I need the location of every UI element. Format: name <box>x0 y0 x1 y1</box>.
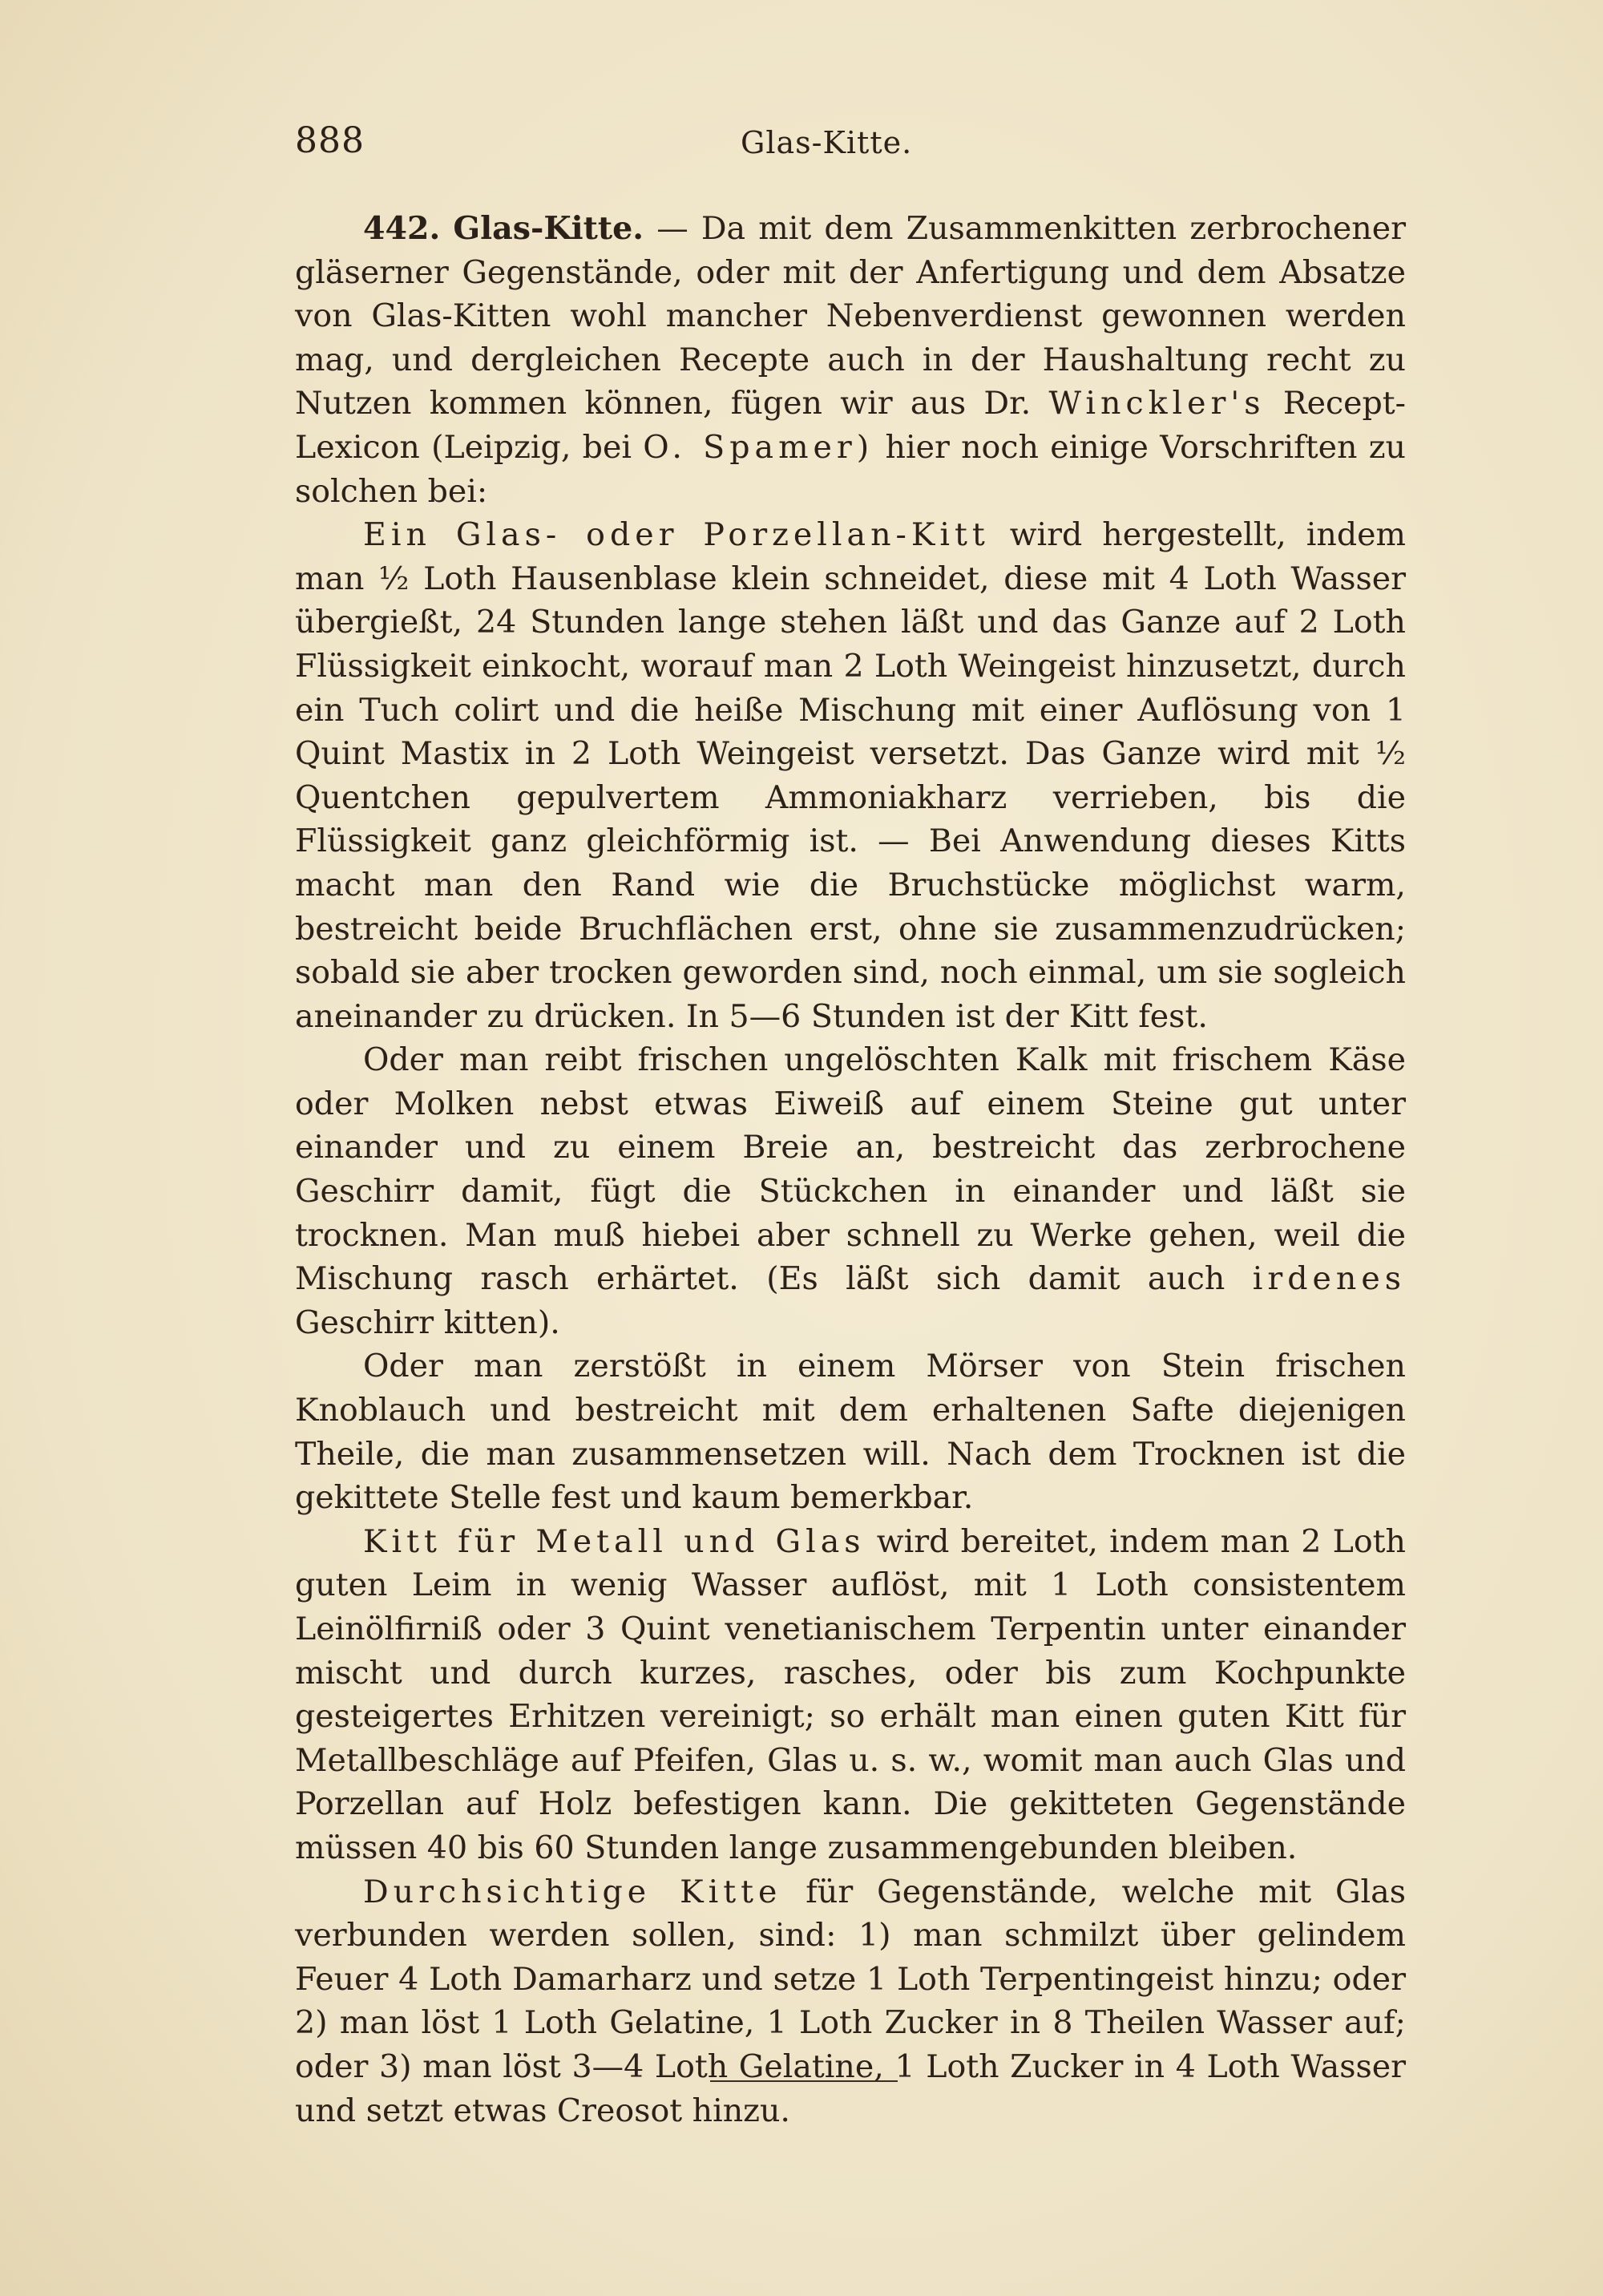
paragraph-text: wird hergestellt, indem man ½ Loth Hausenblase klein schneidet, diese mit 4 Loth Wasser übergießt, 24 Stunden lange stehen läßt und das Ganze auf 2 Loth Flüssigkeit einkocht, worauf man 2 Loth Weingeist hinzusetzt, durch ein Tuch colirt und die heiße Mischung mit einer Auflösung von 1 Quint Mastix in 2 Loth Weingeist versetzt. Das Ganze wird mit ½ Quentchen gepulvertem Ammoniakharz verrieben, bis die Flüssigkeit ganz gleichförmig ist. — Bei Anwendung dieses Kitts macht man den Rand wie die Bruchstücke möglichst warm, bestreicht beide Bruchflächen erst, ohne sie zusammenzudrücken; sobald sie aber trocken geworden sind, noch einmal, um sie sogleich aneinander zu drücken. In 5—6 Stunden ist der Kitt fest. <box>295 516 1406 1035</box>
author-name: Winckler's <box>1048 385 1266 422</box>
recipe-heading: Ein Glas- oder Porzellan-Kitt <box>363 516 990 554</box>
running-head: Glas-Kitte. <box>741 125 913 160</box>
section-title: Glas-Kitte. <box>453 210 644 247</box>
paragraph-glass-porcelain-cement <box>295 513 1406 1038</box>
paragraph-text: Geschirr kitten). <box>295 1304 560 1341</box>
paragraph-text: für Gegenstände, welche mit Glas verbunden werden sollen, sind: 1) man schmilzt über gelindem Feuer 4 Loth Damarharz und setze 1 Loth Terpentingeist hinzu; oder 2) man löst 1 Loth Gelatine, 1 Loth Zucker in 8 Theilen Wasser auf; oder 3) man löst 3—4 Loth Gelatine, 1 Loth Zucker in 4 Loth Wasser und setzt etwas Creosot hinzu. <box>295 1873 1406 2129</box>
paragraph-text: Oder man reibt frischen ungelöschten Kalk mit frischem Käse oder Molken nebst etwas Eiweiß auf einem Steine gut unter einander und zu einem Breie an, bestreicht das zerbrochene Geschirr damit, fügt die Stückchen in einander und läßt sie trocknen. Man muß hiebei aber schnell zu Werke gehen, weil die Mischung rasch erhärtet. (Es läßt sich damit auch <box>295 1041 1406 1298</box>
page-header <box>295 120 1401 176</box>
section-number: 442. <box>363 210 441 247</box>
recipe-heading: Durchsichtige Kitte <box>363 1873 782 1910</box>
body-text <box>295 207 1406 2132</box>
closing-rule <box>710 2080 898 2082</box>
emphasis-word: irdenes <box>1252 1260 1406 1298</box>
paragraph-text: Oder man zerstößt in einem Mörser von Stein frischen Knoblauch und bestreicht mit dem erhaltenen Safte diejenigen Theile, die man zusammensetzen will. Nach dem Trocknen ist die gekittete Stelle fest und kaum bemerkbar. <box>295 1348 1406 1517</box>
recipe-heading: Kitt für Metall und Glas <box>363 1522 866 1560</box>
intro-text-3: hier noch einige Vorschriften zu solchen bei: <box>295 428 1406 510</box>
publisher-name: O. Spamer) <box>643 428 874 466</box>
page-number: 888 <box>295 120 365 161</box>
paragraph-metal-glass-cement <box>295 1520 1406 1870</box>
paragraph-text: wird bereitet, indem man 2 Loth guten Leim in wenig Wasser auflöst, mit 1 Loth consistentem Leinölfirniß oder 3 Quint venetianischem Terpentin unter einander mischt und durch kurzes, rasches, oder bis zum Kochpunkte gesteigertes Erhitzen vereinigt; so erhält man einen guten Kitt für Metallbeschläge auf Pfeifen, Glas u. s. w., womit man auch Glas und Porzellan auf Holz befestigen kann. Die gekitteten Gegenstände müssen 40 bis 60 Stunden lange zusammengebunden bleiben. <box>295 1522 1406 1866</box>
section-intro-paragraph <box>295 207 1406 513</box>
paragraph-lime-cheese-cement <box>295 1038 1406 1344</box>
paragraph-transparent-cement <box>295 1870 1406 2133</box>
paragraph-garlic-cement <box>295 1344 1406 1519</box>
intro-text: — Da mit dem Zusammenkitten zerbrochener gläserner Gegenstände, oder mit der Anfertigung und dem Absatze von Glas-Kitten wohl mancher Nebenverdienst gewonnen werden mag, und dergleichen Recepte auch in der Haushaltung recht zu Nutzen kommen können, fügen wir aus Dr. <box>295 210 1406 422</box>
intro-text-2: Recept-Lexicon (Leipzig, bei <box>295 385 1406 466</box>
